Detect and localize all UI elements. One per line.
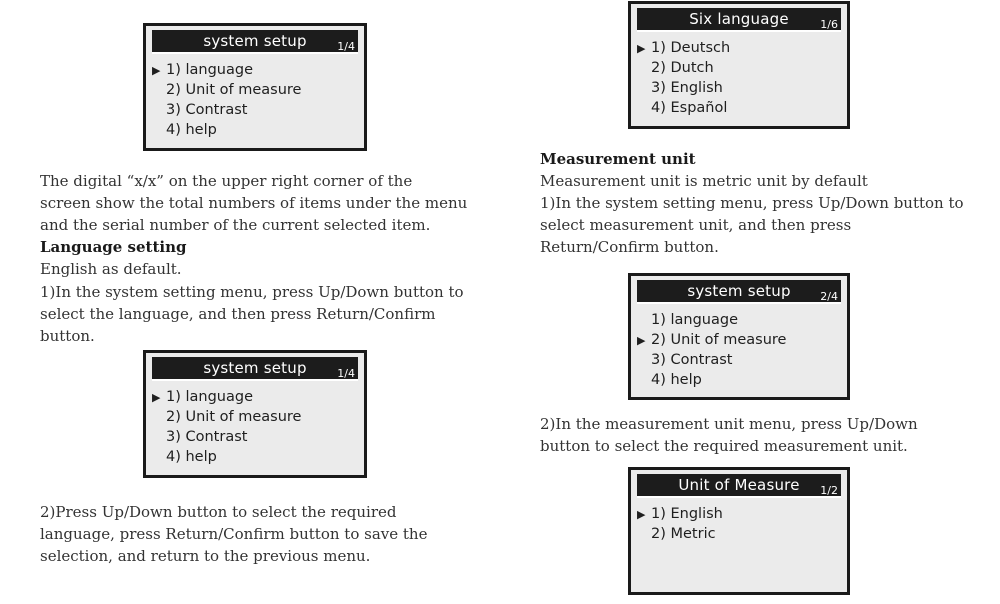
- menu-item[interactable]: [637, 38, 730, 58]
- item-counter: 1/6: [820, 18, 838, 31]
- screen-system-setup-3: [628, 273, 850, 400]
- menu-item-label: 2) Unit of measure: [166, 409, 302, 425]
- unit-text-line-2: 1)In the system setting menu, press Up/Down button to: [540, 194, 964, 212]
- menu-list: [637, 504, 723, 544]
- menu-item-label: 1) language: [166, 389, 253, 405]
- selection-arrow-icon: ▶: [637, 508, 646, 521]
- menu-item-label: 1) language: [651, 312, 738, 328]
- menu-item-label: 2) Dutch: [651, 60, 714, 76]
- selection-arrow-icon: ▶: [152, 391, 161, 404]
- menu-item[interactable]: [152, 60, 301, 80]
- menu-item[interactable]: [637, 78, 730, 98]
- unit-text-line-3: select measurement unit, and then press: [540, 216, 852, 234]
- item-counter: 1/4: [337, 367, 355, 380]
- screen-title: system setup: [203, 359, 307, 377]
- lang-step1-line-3: button.: [40, 327, 95, 345]
- menu-item[interactable]: [152, 100, 301, 120]
- menu-item[interactable]: [637, 98, 730, 118]
- intro-line-2: screen show the total numbers of items under the menu: [40, 194, 468, 212]
- menu-item-label: 1) language: [166, 62, 253, 78]
- menu-item-label: 3) English: [651, 80, 723, 96]
- menu-item-label: 3) Contrast: [651, 352, 733, 368]
- menu-item-label: 2) Unit of measure: [651, 332, 787, 348]
- item-counter: 1/4: [337, 40, 355, 53]
- menu-item-label: 2) Metric: [651, 526, 716, 542]
- menu-item-label: 1) Deutsch: [651, 40, 731, 56]
- menu-item-label: 4) help: [651, 372, 702, 388]
- lang-step2-line-2: language, press Return/Confirm button to save the: [40, 525, 428, 543]
- menu-item[interactable]: [152, 427, 301, 447]
- selection-arrow-icon: ▶: [637, 334, 646, 347]
- menu-item-label: 3) Contrast: [166, 429, 248, 445]
- unit-step2-line-2: button to select the required measurement unit.: [540, 437, 908, 455]
- screen-title-bar: [637, 474, 841, 498]
- menu-item[interactable]: [152, 407, 301, 427]
- unit-text-line-1: Measurement unit is metric unit by default: [540, 172, 868, 190]
- screen-six-language: [628, 1, 850, 129]
- menu-item-label: 1) English: [651, 506, 723, 522]
- menu-item[interactable]: [637, 58, 730, 78]
- menu-item[interactable]: [637, 504, 723, 524]
- menu-item-label: 3) Contrast: [166, 102, 248, 118]
- menu-item[interactable]: [152, 80, 301, 100]
- menu-item[interactable]: [637, 330, 786, 350]
- menu-item[interactable]: [637, 310, 786, 330]
- menu-list: [152, 387, 301, 467]
- screen-title-bar: [637, 8, 841, 32]
- menu-item-label: 4) Español: [651, 100, 728, 116]
- language-setting-heading: Language setting: [40, 238, 187, 256]
- menu-item[interactable]: [152, 120, 301, 140]
- menu-item[interactable]: [152, 447, 301, 467]
- lang-step2-line-1: 2)Press Up/Down button to select the required: [40, 503, 397, 521]
- measurement-unit-heading: Measurement unit: [540, 150, 696, 168]
- language-default-text: English as default.: [40, 260, 182, 278]
- intro-line-3: and the serial number of the current selected item.: [40, 216, 431, 234]
- screen-title-bar: [637, 280, 841, 304]
- screen-system-setup-1: [143, 23, 367, 151]
- menu-item[interactable]: [637, 370, 786, 390]
- unit-step2-line-1: 2)In the measurement unit menu, press Up/Down: [540, 415, 918, 433]
- menu-item[interactable]: [637, 524, 723, 544]
- lang-step1-line-2: select the language, and then press Return/Confirm: [40, 305, 436, 323]
- screen-title: system setup: [203, 32, 307, 50]
- lang-step2-line-3: selection, and return to the previous menu.: [40, 547, 371, 565]
- menu-item[interactable]: [152, 387, 301, 407]
- menu-item[interactable]: [637, 350, 786, 370]
- selection-arrow-icon: ▶: [637, 42, 646, 55]
- screen-title: Six language: [689, 10, 789, 28]
- intro-line-1: The digital “x/x” on the upper right corner of the: [40, 172, 413, 190]
- screen-title-bar: [152, 357, 358, 381]
- screen-system-setup-2: [143, 350, 367, 478]
- screen-unit-of-measure: [628, 467, 850, 595]
- screen-title: Unit of Measure: [678, 476, 800, 494]
- screen-title-bar: [152, 30, 358, 54]
- item-counter: 2/4: [820, 290, 838, 303]
- screen-title: system setup: [687, 282, 791, 300]
- lang-step1-line-1: 1)In the system setting menu, press Up/Down button to: [40, 283, 464, 301]
- menu-item-label: 2) Unit of measure: [166, 82, 302, 98]
- menu-list: [152, 60, 301, 140]
- item-counter: 1/2: [820, 484, 838, 497]
- menu-list: [637, 38, 730, 118]
- menu-list: [637, 310, 786, 390]
- selection-arrow-icon: ▶: [152, 64, 161, 77]
- menu-item-label: 4) help: [166, 122, 217, 138]
- unit-text-line-4: Return/Confirm button.: [540, 238, 719, 256]
- menu-item-label: 4) help: [166, 449, 217, 465]
